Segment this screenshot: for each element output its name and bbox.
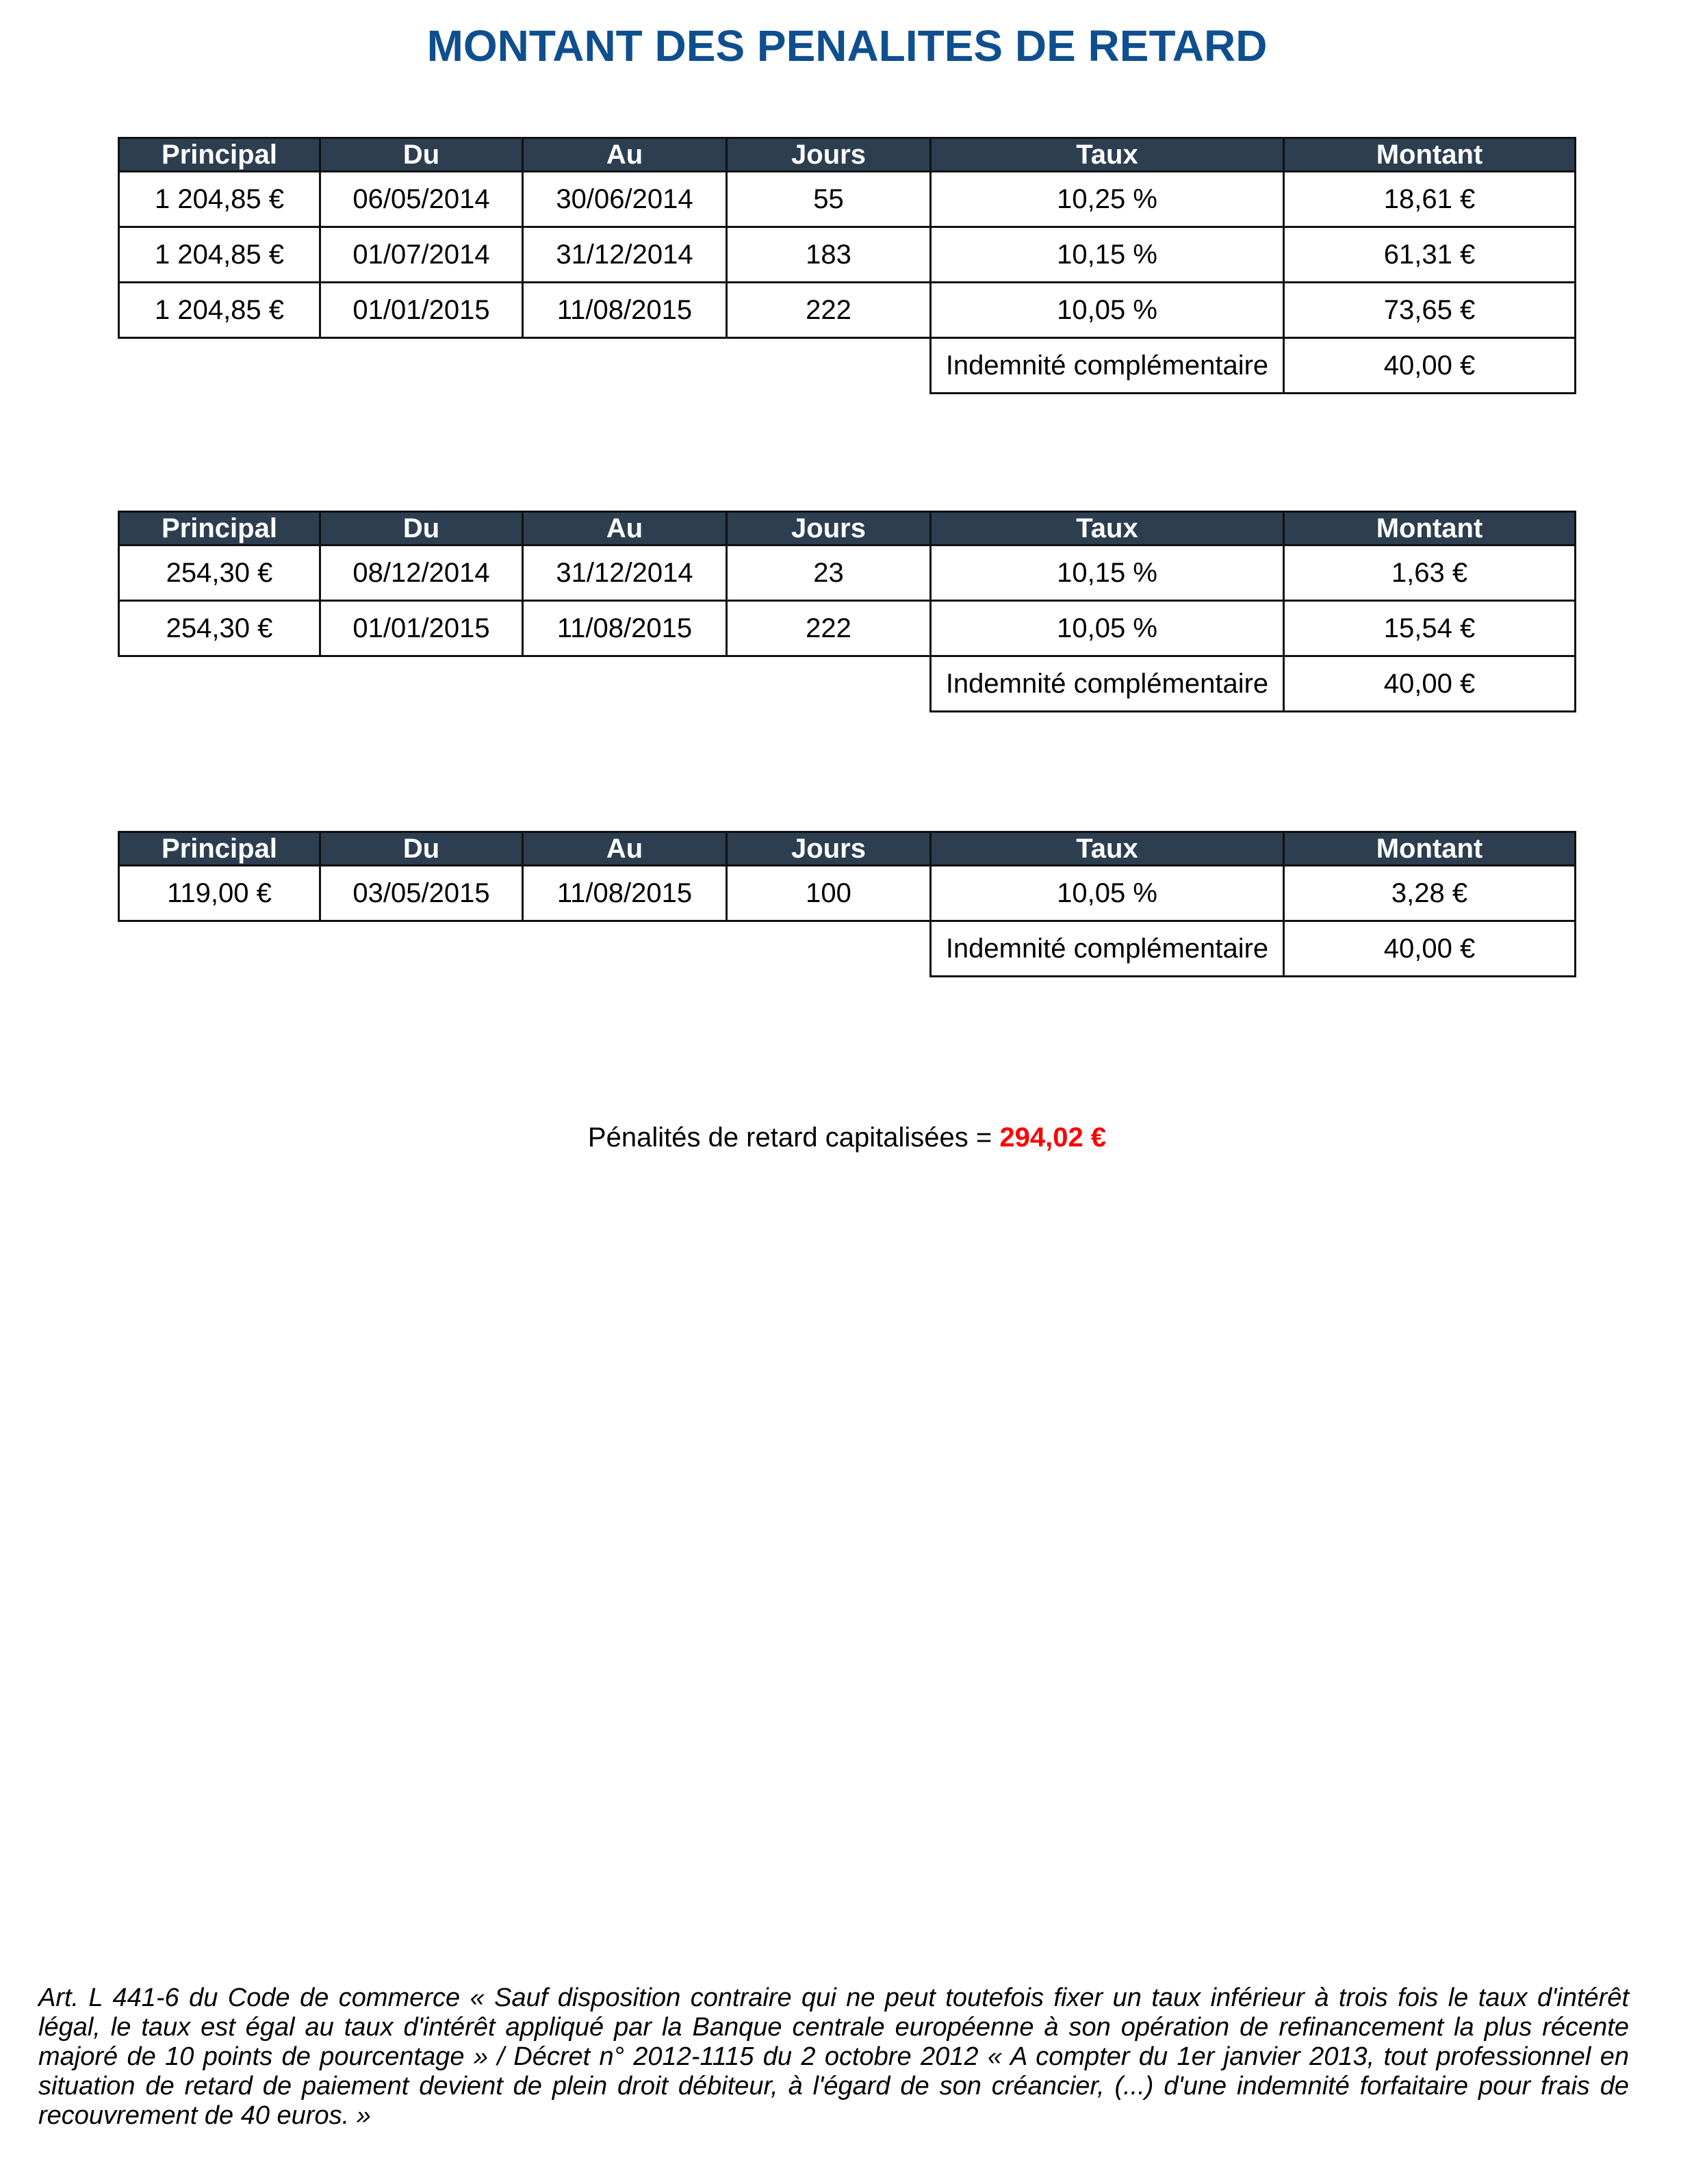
- header-taux: Taux: [931, 512, 1284, 545]
- cell-du: 01/01/2015: [320, 601, 523, 656]
- cell-principal: 1 204,85 €: [119, 227, 320, 283]
- header-principal: Principal: [119, 832, 320, 866]
- cell-au: 11/08/2015: [523, 601, 727, 656]
- cell-principal: 254,30 €: [119, 545, 320, 601]
- cell-au: 11/08/2015: [523, 866, 727, 921]
- indemnite-row: [119, 338, 1576, 394]
- table-row: [119, 172, 1576, 227]
- header-du: Du: [320, 138, 523, 172]
- penalty-table-3: [118, 831, 1574, 977]
- cell-montant: 18,61 €: [1284, 172, 1576, 227]
- header-jours: Jours: [727, 832, 931, 866]
- empty-cell: [119, 338, 931, 394]
- cell-jours: 100: [727, 866, 931, 921]
- cell-jours: 222: [727, 601, 931, 656]
- header-jours: Jours: [727, 138, 931, 172]
- indemnite-row: [119, 921, 1576, 977]
- total-line: [0, 1122, 1694, 1153]
- cell-jours: 55: [727, 172, 931, 227]
- cell-taux: 10,25 %: [931, 172, 1284, 227]
- indemnite-amount: 40,00 €: [1284, 921, 1576, 977]
- cell-montant: 73,65 €: [1284, 283, 1576, 338]
- header-principal: Principal: [119, 512, 320, 545]
- total-label: Pénalités de retard capitalisées =: [587, 1122, 1000, 1153]
- cell-principal: 119,00 €: [119, 866, 320, 921]
- penalty-table-2: [118, 511, 1574, 712]
- cell-principal: 1 204,85 €: [119, 283, 320, 338]
- cell-montant: 15,54 €: [1284, 601, 1576, 656]
- header-au: Au: [523, 832, 727, 866]
- penalty-table-1: [118, 137, 1574, 394]
- header-taux: Taux: [931, 832, 1284, 866]
- indemnite-label: Indemnité complémentaire: [931, 656, 1284, 712]
- header-montant: Montant: [1284, 512, 1576, 545]
- page-title: MONTANT DES PENALITES DE RETARD: [426, 21, 1268, 70]
- cell-du: 01/01/2015: [320, 283, 523, 338]
- cell-taux: 10,15 %: [931, 545, 1284, 601]
- cell-montant: 3,28 €: [1284, 866, 1576, 921]
- cell-montant: 61,31 €: [1284, 227, 1576, 283]
- header-du: Du: [320, 512, 523, 545]
- table-row: [119, 545, 1576, 601]
- table-row: [119, 227, 1576, 283]
- cell-au: 30/06/2014: [523, 172, 727, 227]
- header-du: Du: [320, 832, 523, 866]
- header-row: [119, 832, 1576, 866]
- table: [118, 831, 1576, 977]
- cell-jours: 222: [727, 283, 931, 338]
- total-amount: 294,02 €: [999, 1122, 1107, 1153]
- cell-taux: 10,05 %: [931, 283, 1284, 338]
- header-au: Au: [523, 138, 727, 172]
- cell-du: 03/05/2015: [320, 866, 523, 921]
- header-row: [119, 512, 1576, 545]
- header-row: [119, 138, 1576, 172]
- empty-cell: [119, 921, 931, 977]
- cell-principal: 1 204,85 €: [119, 172, 320, 227]
- cell-au: 31/12/2014: [523, 545, 727, 601]
- cell-jours: 183: [727, 227, 931, 283]
- indemnite-label: Indemnité complémentaire: [931, 921, 1284, 977]
- header-jours: Jours: [727, 512, 931, 545]
- cell-taux: 10,05 %: [931, 601, 1284, 656]
- cell-au: 11/08/2015: [523, 283, 727, 338]
- header-au: Au: [523, 512, 727, 545]
- indemnite-amount: 40,00 €: [1284, 338, 1576, 394]
- indemnite-amount: 40,00 €: [1284, 656, 1576, 712]
- header-principal: Principal: [119, 138, 320, 172]
- cell-taux: 10,05 %: [931, 866, 1284, 921]
- cell-taux: 10,15 %: [931, 227, 1284, 283]
- cell-du: 08/12/2014: [320, 545, 523, 601]
- cell-du: 01/07/2014: [320, 227, 523, 283]
- table: [118, 511, 1576, 712]
- table-row: [119, 866, 1576, 921]
- header-taux: Taux: [931, 138, 1284, 172]
- table-row: [119, 601, 1576, 656]
- cell-au: 31/12/2014: [523, 227, 727, 283]
- cell-principal: 254,30 €: [119, 601, 320, 656]
- cell-du: 06/05/2014: [320, 172, 523, 227]
- empty-cell: [119, 656, 931, 712]
- indemnite-row: [119, 656, 1576, 712]
- table: [118, 137, 1576, 394]
- table-row: [119, 283, 1576, 338]
- header-montant: Montant: [1284, 832, 1576, 866]
- header-montant: Montant: [1284, 138, 1576, 172]
- indemnite-label: Indemnité complémentaire: [931, 338, 1284, 394]
- cell-jours: 23: [727, 545, 931, 601]
- cell-montant: 1,63 €: [1284, 545, 1576, 601]
- legal-notice: Art. L 441-6 du Code de commerce « Sauf disposition contraire qui ne peut toutefois fixer un taux inférieur à trois fois le taux d'intérêt légal, le taux est égal au taux d'intérêt appliqué par la Banque centrale européenne à son opération de refinancement la plus récente majoré de 10 points de pourcentage » / Décret n° 2012-1115 du 2 octobre 2012 « A compter du 1er janvier 2013, tout professionnel en situation de retard de paiement devient de plein droit débiteur, à l'égard de son créancier, (...) d'une indemnité forfaitaire pour frais de recouvrement de 40 euros. »: [38, 1983, 1629, 2130]
